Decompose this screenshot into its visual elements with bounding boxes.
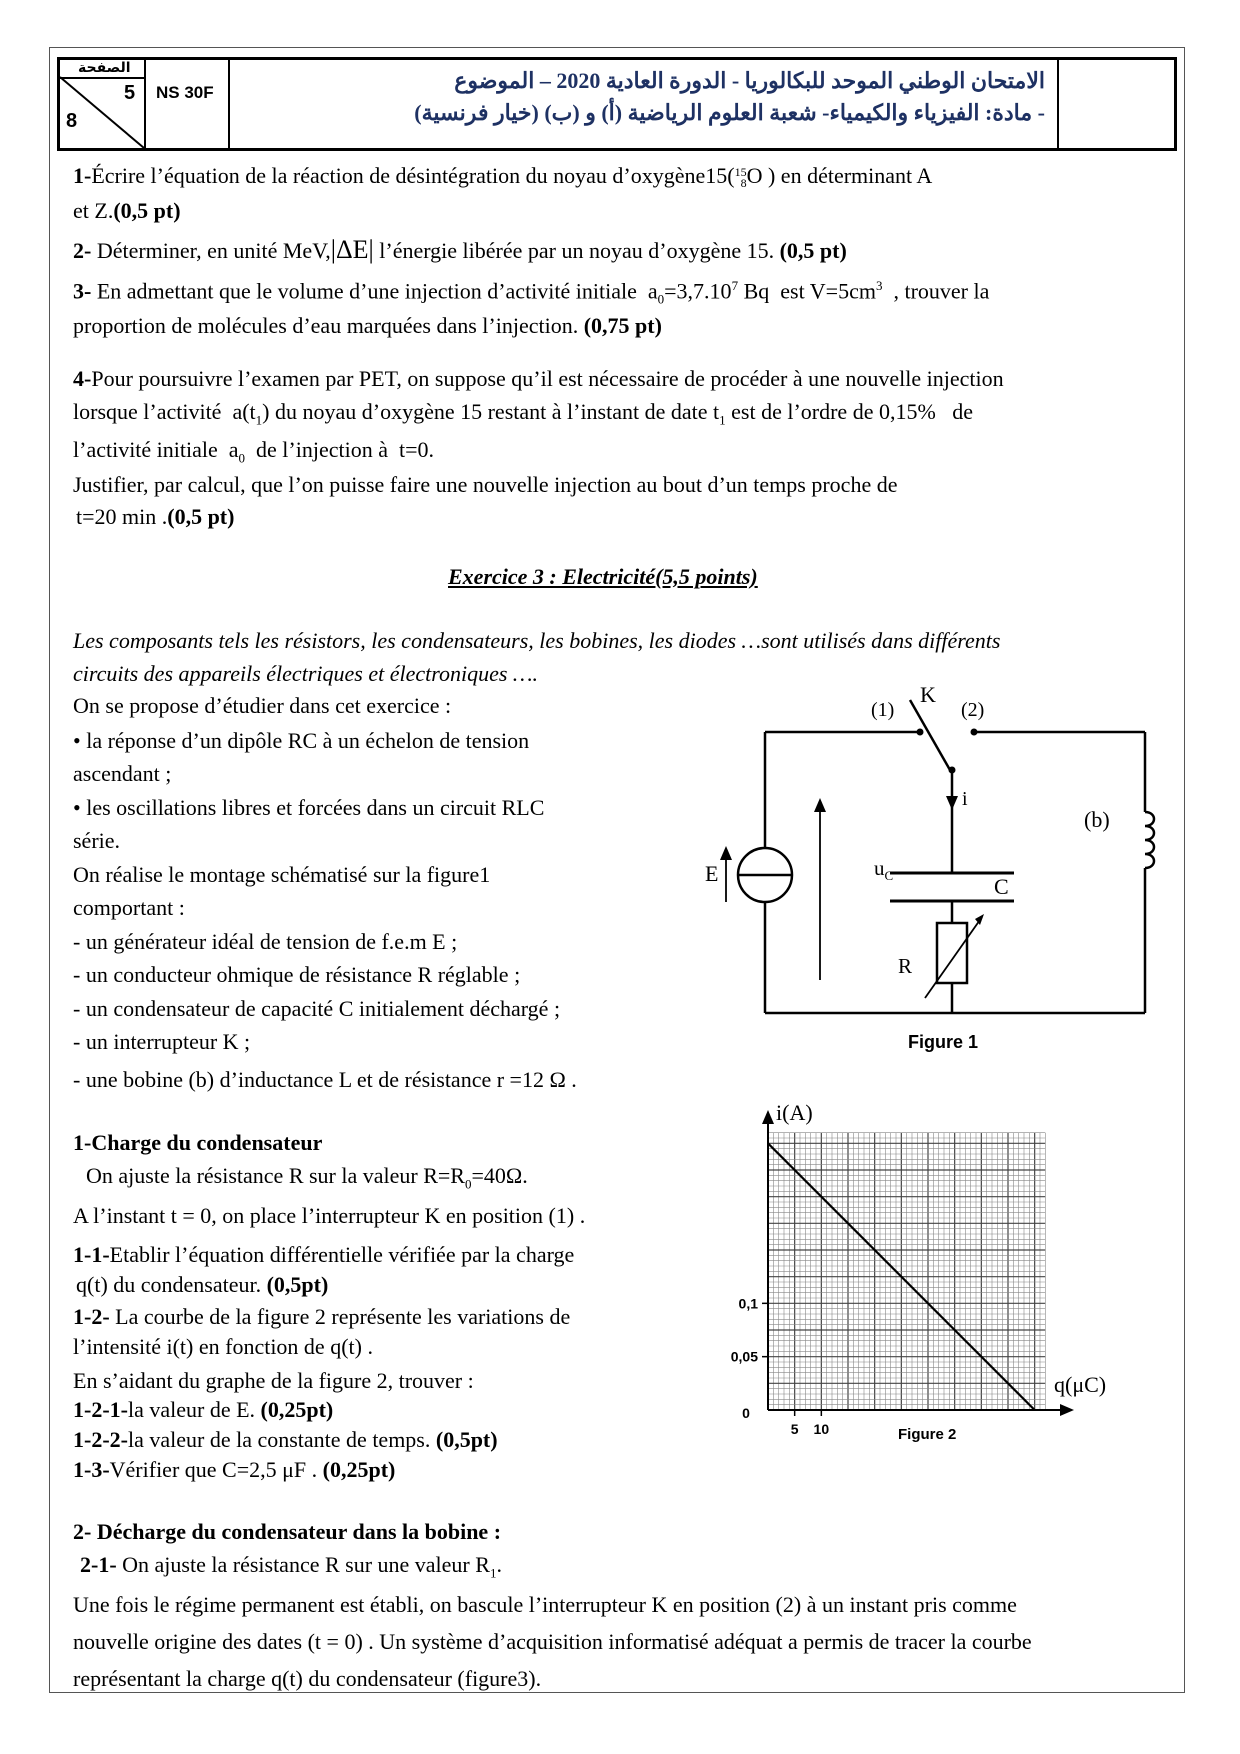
uc-arrowhead (814, 798, 826, 812)
q121-line (73, 1398, 333, 1422)
q4-at1-sub: 1 (255, 412, 263, 428)
chart-title: Figure 2 (898, 1426, 957, 1443)
q3-text-a: En admettant que le volume d’une injection d’activité initiale (96, 278, 637, 304)
q1-line1 (73, 164, 932, 189)
q2-line (73, 236, 847, 265)
q122-line (73, 1428, 498, 1452)
ex3-line-9: - un condensateur de capacité C initialement déchargé ; (73, 996, 561, 1021)
figure2-chart (720, 1100, 1170, 1498)
q4-line3-a: l’activité initiale (73, 437, 218, 462)
q4-t1-sub: 1 (719, 412, 726, 428)
q122-points: (0,5pt) (435, 1427, 498, 1452)
ex3-line-10: - un interrupteur K ; (73, 1029, 251, 1054)
q2-text-b: l’énergie libérée par un noyau d’oxygène 15. (379, 238, 775, 263)
q11-line2-text: q(t) du condensateur. (76, 1272, 262, 1297)
q4-at1: a(t (232, 399, 256, 424)
q4-line2-a: lorsque l’activité (73, 399, 222, 424)
q4-line2-b: ) du noyau d’oxygène 15 restant à l’instant de date t (262, 399, 720, 424)
ex3-line-2: ascendant ; (73, 761, 172, 786)
q21-text: On ajuste la résistance R sur une valeur R (116, 1552, 490, 1577)
q3-text-b: est V=5cm (780, 278, 876, 304)
q1-text: Écrire l’équation de la réaction de désintégration du noyau d’oxygène15( (91, 163, 735, 188)
sec2-title: 2- Décharge du condensateur dans la bobine : (73, 1519, 502, 1544)
q122-num: 1-2-2- (73, 1427, 128, 1452)
q3-text-c: , trouver la (893, 278, 990, 304)
q11-num: 1-1- (73, 1242, 110, 1267)
q11-line2 (76, 1273, 328, 1297)
switch-contact-2 (971, 729, 978, 736)
exam-code: NS 30F (156, 83, 214, 102)
switch-contact-1 (917, 729, 924, 736)
q121-points: (0,25pt) (260, 1397, 334, 1422)
sec1-line2: A l’instant t = 0, on place l’interrupteur K en position (1) . (73, 1203, 586, 1228)
q3-line2 (73, 314, 662, 338)
sec1-title: 1-Charge du condensateur (73, 1130, 323, 1155)
q1-line2 (73, 199, 181, 223)
ex3-line-5: On réalise le montage schématisé sur la figure1 (73, 862, 491, 887)
q4-line3-b: de l’injection à (256, 437, 388, 462)
last-line2: nouvelle origine des dates (t = 0) . Un système d’acquisition informatisé adéquat a permis de tracer la courbe (73, 1629, 1032, 1654)
switch-pivot (949, 767, 956, 774)
q12-num: 1-2- (73, 1304, 110, 1329)
current-arrow (946, 796, 958, 810)
q2-points: (0,5 pt) (779, 238, 847, 263)
origin-label: 0 (742, 1405, 750, 1421)
ex3-line-3: • les oscillations libres et forcées dans un circuit RLC (73, 795, 545, 820)
last-line3: représentant la charge q(t) du condensateur (figure3). (73, 1666, 542, 1691)
resistor-arrowhead (975, 914, 984, 925)
last-line1: Une fois le régime permanent est établi, on bascule l’interrupteur K en position (2) à un instant pris comme (73, 1592, 1017, 1617)
q3-num: 3- (73, 278, 92, 304)
q4-line2-c: est de l’ordre de (731, 399, 874, 424)
ex3-line-7: - un générateur idéal de tension de f.e.m E ; (73, 929, 458, 954)
q12-line2: l’intensité i(t) en fonction de q(t) . (73, 1334, 373, 1359)
q3-points: (0,75 pt) (583, 313, 662, 338)
q4-percent: 0,15% (878, 399, 936, 424)
label-pos1: (1) (871, 699, 895, 721)
intro-line2: circuits des appareils électriques et électroniques …. (73, 661, 538, 686)
y-axis-label: i(A) (776, 1100, 813, 1125)
q4-line1 (73, 367, 1004, 391)
label-c: C (994, 874, 1009, 899)
q3-a0: a (647, 278, 658, 304)
q21-num: 2-1- (80, 1552, 117, 1577)
isotope-z: 8 (740, 175, 747, 190)
x-tick-label: 10 (813, 1421, 830, 1437)
resistor-variable-arrow (925, 917, 982, 998)
q4-line3 (73, 438, 434, 466)
q4-line5 (76, 505, 234, 529)
q11-line1 (73, 1243, 574, 1267)
q4-line1-text: Pour poursuivre l’examen par PET, on suppose qu’il est nécessaire de procéder à une nouvelle injection (91, 366, 1004, 391)
label-b: (b) (1084, 807, 1110, 832)
sec1-l1-text: On ajuste la résistance R sur la valeur R=R (86, 1163, 465, 1188)
q3-exp2: 3 (875, 278, 883, 293)
ex3-line-1: • la réponse d’un dipôle RC à un échelon de tension (73, 728, 530, 753)
q4-line5-text: t=20 min . (76, 504, 168, 529)
coil-b (1145, 812, 1154, 868)
q13-points: (0,25pt) (322, 1457, 396, 1482)
q13-text: Vérifier que C=2,5 μF . (109, 1457, 318, 1482)
q3-exp: 7 (731, 278, 739, 293)
isotope-a: 15 (734, 165, 747, 180)
q3-line1 (73, 279, 989, 307)
y-tick-label: 0,1 (738, 1295, 758, 1312)
q4-line3-t0: t=0. (399, 437, 435, 462)
q1-text-end: ) en déterminant A (767, 163, 933, 188)
q4-line3-a0-sub: 0 (238, 450, 246, 466)
q4-line4: Justifier, par calcul, que l’on puisse faire une nouvelle injection au bout d’un temps proche de (73, 472, 898, 497)
q11-text: Etablir l’équation différentielle vérifiée par la charge (109, 1242, 575, 1267)
q1-line2-text: et Z. (73, 198, 114, 223)
sec1-l1-end: =40Ω. (471, 1163, 528, 1188)
x-axis-arrowhead (1060, 1404, 1074, 1416)
q4-line3-a0: a (228, 437, 239, 462)
sec1-line1 (86, 1164, 528, 1192)
switch-blade (910, 700, 950, 770)
label-uc-main: u (874, 856, 885, 880)
ex3-line-6: comportant : (73, 895, 185, 920)
q1-points: (0,5 pt) (113, 198, 181, 223)
q2-delta: |ΔE| (330, 235, 374, 264)
q13-num: 1-3- (73, 1457, 110, 1482)
q4-num: 4- (73, 366, 92, 391)
ex3-line-8: - un conducteur ohmique de résistance R réglable ; (73, 962, 521, 987)
title-cell (230, 60, 1059, 148)
q4-line2-d: de (952, 399, 974, 424)
page-num: 5 (124, 82, 136, 104)
q4-line2 (73, 400, 973, 428)
q12-line1 (73, 1305, 570, 1329)
isotope-numbers (735, 167, 747, 189)
q21-line (80, 1553, 502, 1581)
code-cell (146, 60, 230, 148)
q21-sub: 1 (489, 1565, 497, 1581)
x-axis-label: q(μC) (1054, 1372, 1107, 1397)
x-tick-label: 5 (790, 1421, 799, 1437)
q12-line3: En s’aidant du graphe de la figure 2, trouver : (73, 1368, 474, 1393)
q3-a0-sub: 0 (657, 291, 665, 307)
ex3-line-11: - une bobine (b) d’inductance L et de résistance r =12 Ω . (73, 1067, 577, 1092)
q2-num: 2- (73, 238, 92, 263)
sec1-l1-sub: 0 (464, 1176, 472, 1192)
intro-line1: Les composants tels les résistors, les condensateurs, les bobines, les diodes …sont utilisés dans différents (73, 628, 1001, 653)
y-tick-label: 0,05 (730, 1348, 758, 1365)
exam-header (57, 57, 1177, 151)
label-k: K (920, 682, 936, 707)
q121-text: la valeur de E. (127, 1397, 256, 1422)
q12-text: La courbe de la figure 2 représente les variations de (109, 1304, 571, 1329)
q21-end: . (496, 1552, 502, 1577)
q13-line (73, 1458, 395, 1482)
q122-text: la valeur de la constante de temps. (127, 1427, 431, 1452)
q3-line2-text: proportion de molécules d’eau marquées dans l’injection. (73, 313, 579, 338)
ex3-line-4: série. (73, 828, 121, 853)
q11-points: (0,5pt) (266, 1272, 329, 1297)
chart-grid (768, 1133, 1045, 1410)
q2-text-a: Déterminer, en unité MeV, (96, 238, 331, 263)
label-r: R (898, 954, 913, 978)
page-number-cell (60, 60, 146, 148)
q3-unit: Bq (743, 278, 770, 304)
figure1-circuit (680, 680, 1180, 1060)
isotope-symbol: O (746, 163, 763, 188)
header-title-line1: الامتحان الوطني الموحد للبكالوريا - الدورة العادية 2020 – الموضوع (454, 68, 1045, 93)
q121-num: 1-2-1- (73, 1397, 128, 1422)
label-i: i (962, 788, 968, 810)
figure1-caption: Figure 1 (908, 1032, 979, 1052)
page-total: 8 (66, 110, 78, 132)
chart-axes (762, 1110, 1074, 1416)
page-label: الصفحة (78, 59, 131, 75)
ex3-line-0: On se propose d’étudier dans cet exercice : (73, 693, 452, 718)
q3-a0-val: =3,7.10 (664, 278, 732, 304)
label-pos2: (2) (961, 699, 985, 721)
q1-num: 1- (73, 163, 92, 188)
label-e: E (705, 861, 719, 886)
label-uc (874, 856, 893, 883)
header-title-line2: - مادة: الفيزياء والكيمياء- شعبة العلوم الرياضية (أ) و (ب) (خيار فرنسية) (414, 100, 1045, 125)
e-arrowhead (720, 846, 732, 860)
exercise3-title: Exercice 3 : Electricité(5,5 points) (448, 564, 758, 589)
q4-points: (0,5 pt) (167, 504, 235, 529)
label-uc-sub: C (884, 868, 894, 883)
